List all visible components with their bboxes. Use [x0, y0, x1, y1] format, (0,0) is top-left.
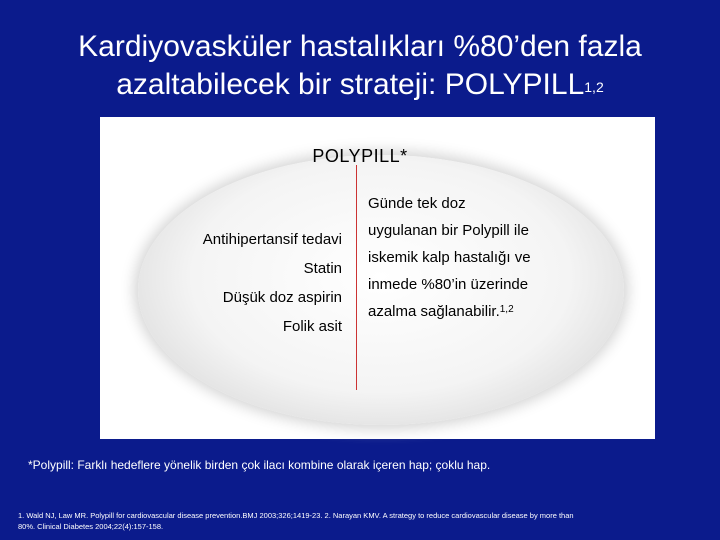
pill-divider-line: [356, 165, 357, 390]
title-line-1: Kardiyovasküler hastalıkları %80’den fazla: [78, 30, 642, 63]
benefit-line: inmede %80’in üzerinde: [368, 276, 529, 293]
benefit-superscript: 1,2: [499, 304, 514, 315]
title-line-2: [0, 66, 720, 104]
slide-title: [0, 28, 720, 104]
benefit-line: uygulanan bir Polypill ile: [368, 222, 529, 239]
benefit-line-last: [368, 298, 608, 325]
reference-line: 1. Wald NJ, Law MR. Polypill for cardiovascular disease prevention.BMJ 2003;326;1419-23. 2. Narayan KMV. A strategy to reduce cardiovascular disease by more than: [18, 511, 574, 520]
benefit-line: Günde tek doz: [368, 195, 466, 212]
reference-line: 80%. Clinical Diabetes 2004;22(4):157-158.: [18, 522, 164, 531]
component-item: Statin: [303, 260, 342, 277]
pill-components-list: [203, 225, 342, 341]
title-line-2-text: azaltabilecek bir strateji: POLYPILL: [116, 68, 585, 101]
component-item: Antihipertansif tedavi: [202, 231, 342, 248]
component-item: Düşük doz aspirin: [222, 289, 342, 306]
benefit-line: azalma sağlanabilir.: [368, 303, 500, 320]
references: [18, 510, 708, 532]
title-superscript: 1,2: [584, 79, 604, 95]
component-item: Folik asit: [282, 318, 342, 335]
footnote: *Polypill: Farklı hedeflere yönelik birden çok ilacı kombine olarak içeren hap; çoklu hap.: [28, 458, 491, 472]
pill-benefit-text: [368, 190, 608, 325]
benefit-line: iskemik kalp hastalığı ve: [368, 249, 531, 266]
pill-name: POLYPILL*: [312, 146, 408, 166]
